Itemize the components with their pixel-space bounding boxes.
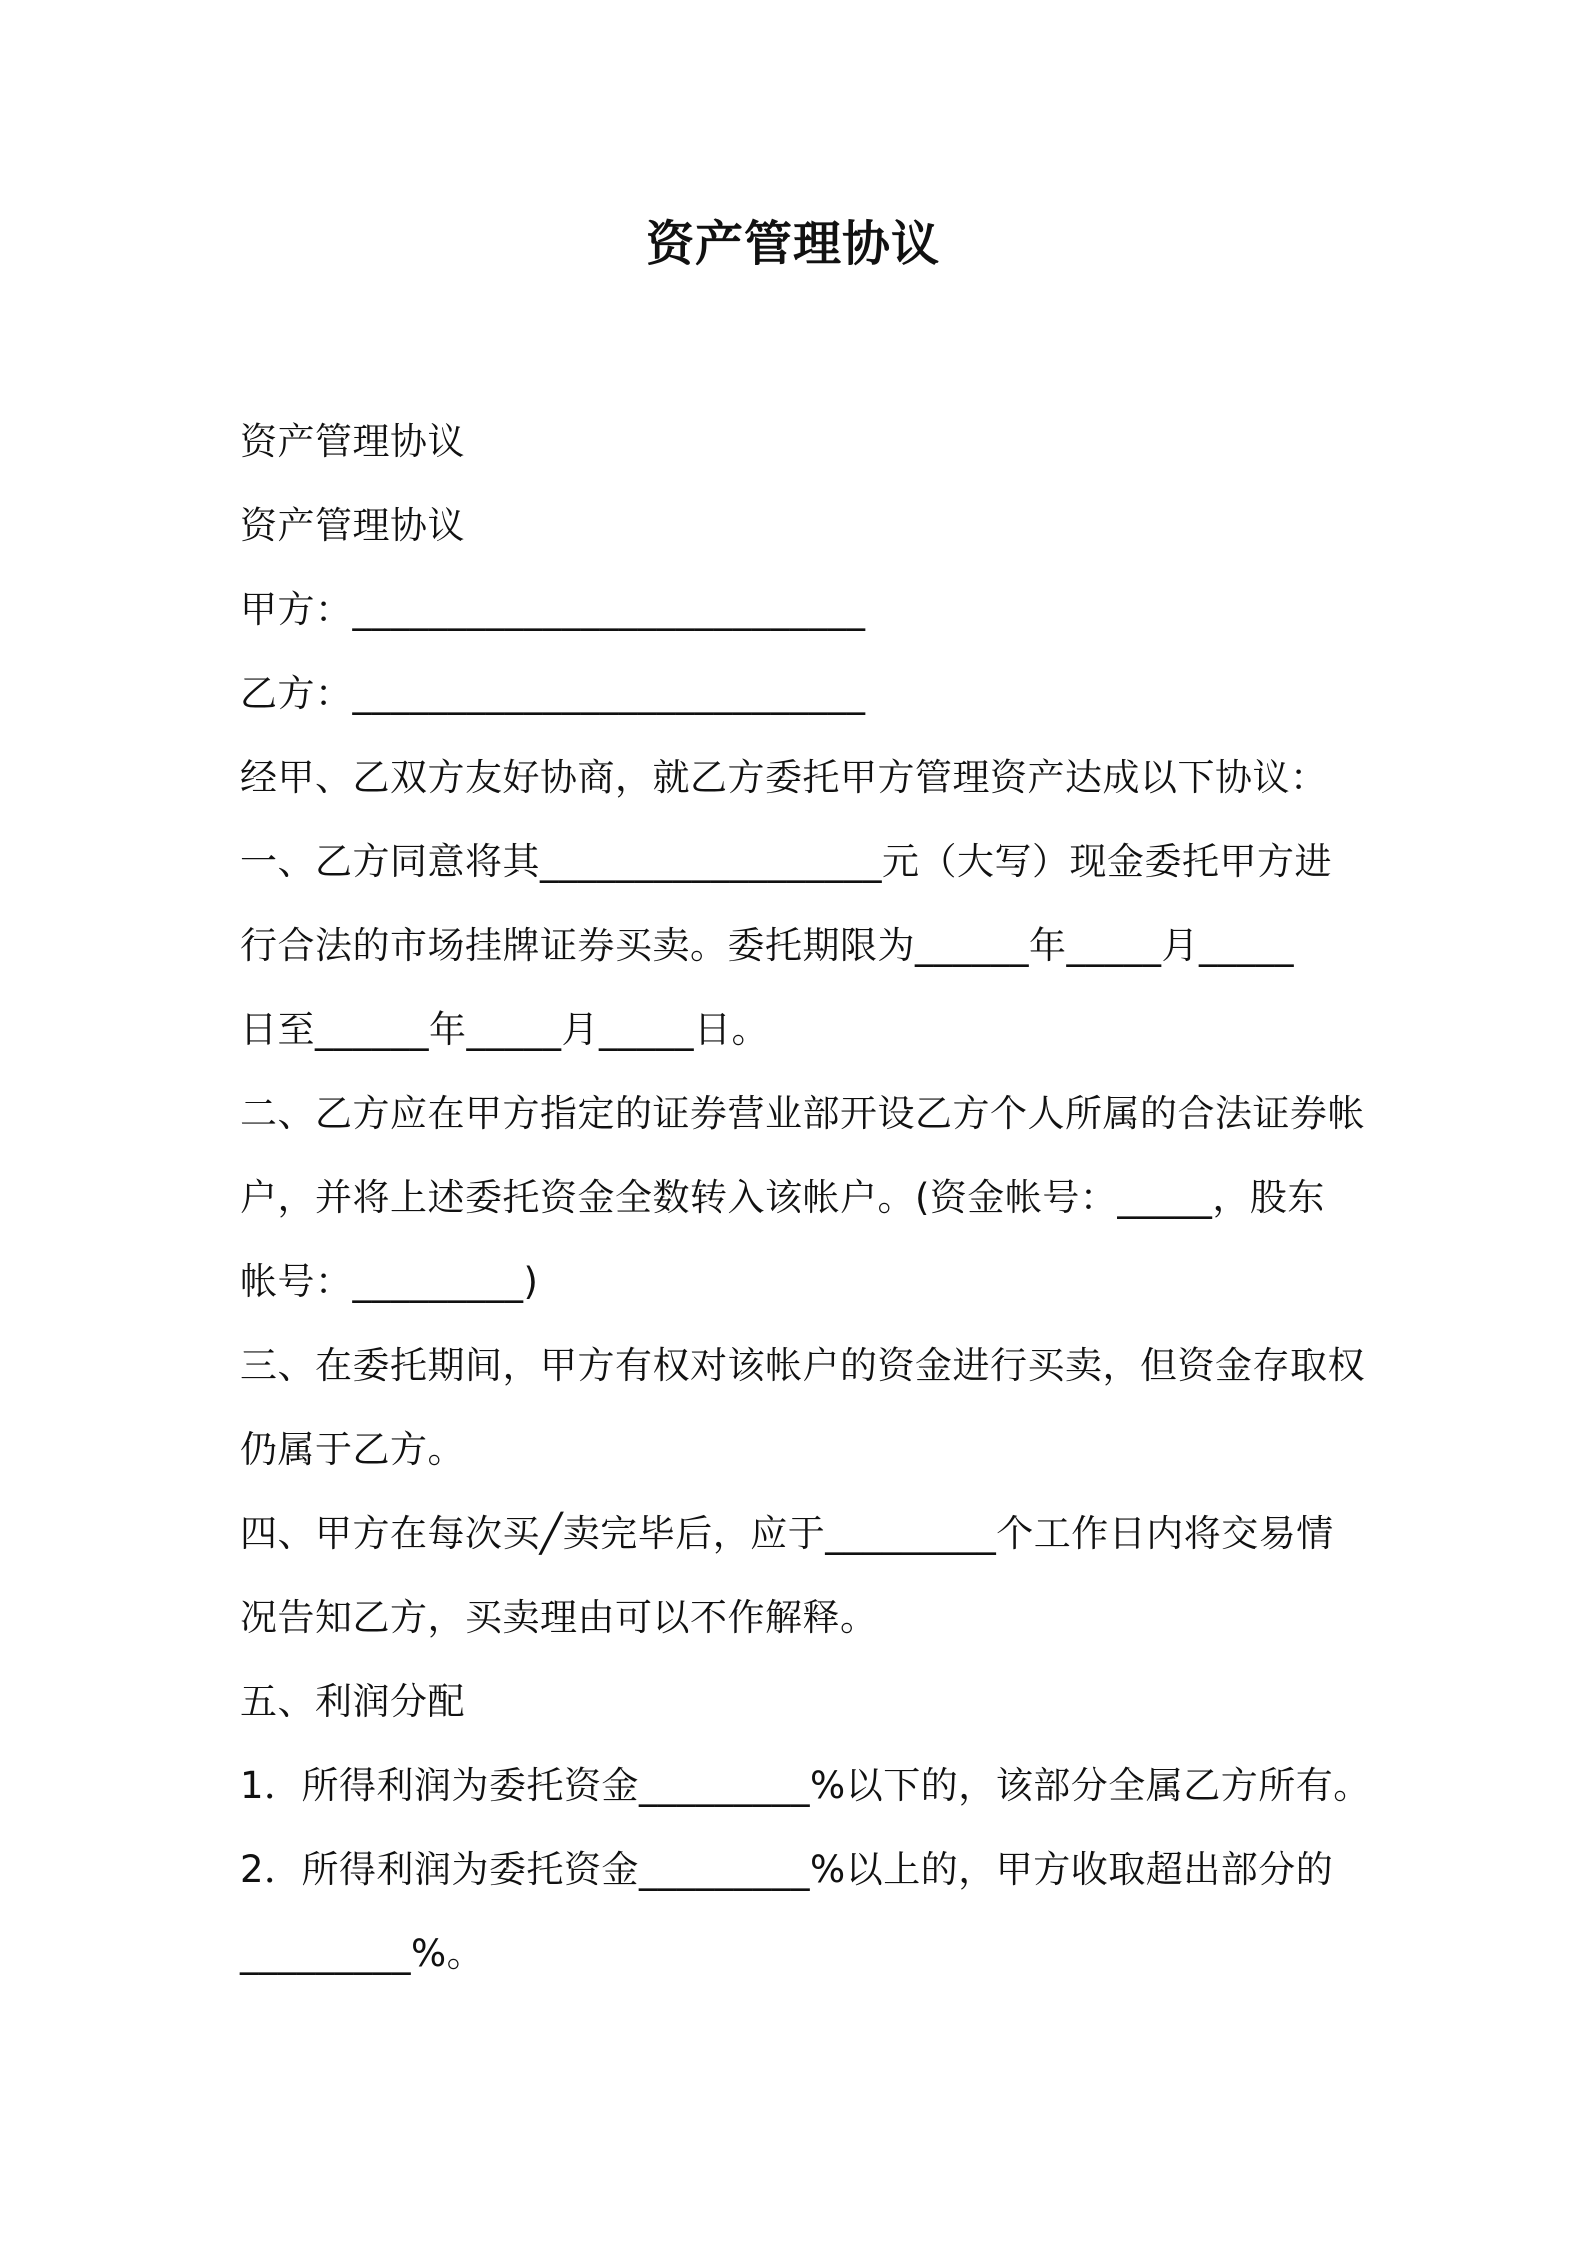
clause-4-line-1: 四、甲方在每次买╱卖完毕后，应于_________个工作日内将交易情 <box>240 1512 1334 1555</box>
preamble-line: 经甲、乙双方友好协商，就乙方委托甲方管理资产达成以下协议： <box>240 756 1328 799</box>
profit-item-1: 1．所得利润为委托资金_________%以下的，该部分全属乙方所有。 <box>240 1764 1371 1807</box>
clause-4-line-2: 况告知乙方，买卖理由可以不作解释。 <box>240 1596 878 1639</box>
party-a-line: 甲方：___________________________ <box>240 588 866 631</box>
profit-item-2-line-2: _________%。 <box>240 1932 485 1975</box>
clause-2-line-2: 户，并将上述委托资金全数转入该帐户。(资金帐号：_____，股东 <box>240 1176 1325 1219</box>
clause-5-heading: 五、利润分配 <box>240 1680 465 1723</box>
clause-3-line-2: 仍属于乙方。 <box>240 1428 465 1471</box>
clause-3-line-1: 三、在委托期间，甲方有权对该帐户的资金进行买卖，但资金存取权 <box>240 1344 1365 1387</box>
clause-2-line-3: 帐号：_________) <box>240 1260 539 1303</box>
clause-1-line-1: 一、乙方同意将其__________________元（大写）现金委托甲方进 <box>240 840 1332 883</box>
document-title: 资产管理协议 <box>645 216 940 272</box>
clause-1-line-3: 日至______年_____月_____日。 <box>240 1008 769 1051</box>
party-b-line: 乙方：___________________________ <box>240 672 866 715</box>
profit-item-2-line-1: 2．所得利润为委托资金_________%以上的，甲方收取超出部分的 <box>240 1848 1334 1891</box>
paragraph-heading-1: 资产管理协议 <box>240 420 465 463</box>
paragraph-heading-2: 资产管理协议 <box>240 504 465 547</box>
clause-1-line-2: 行合法的市场挂牌证券买卖。委托期限为______年_____月_____ <box>240 924 1294 967</box>
document-body <box>240 400 1371 1996</box>
clause-2-line-1: 二、乙方应在甲方指定的证券营业部开设乙方个人所属的合法证券帐 <box>240 1092 1365 1135</box>
